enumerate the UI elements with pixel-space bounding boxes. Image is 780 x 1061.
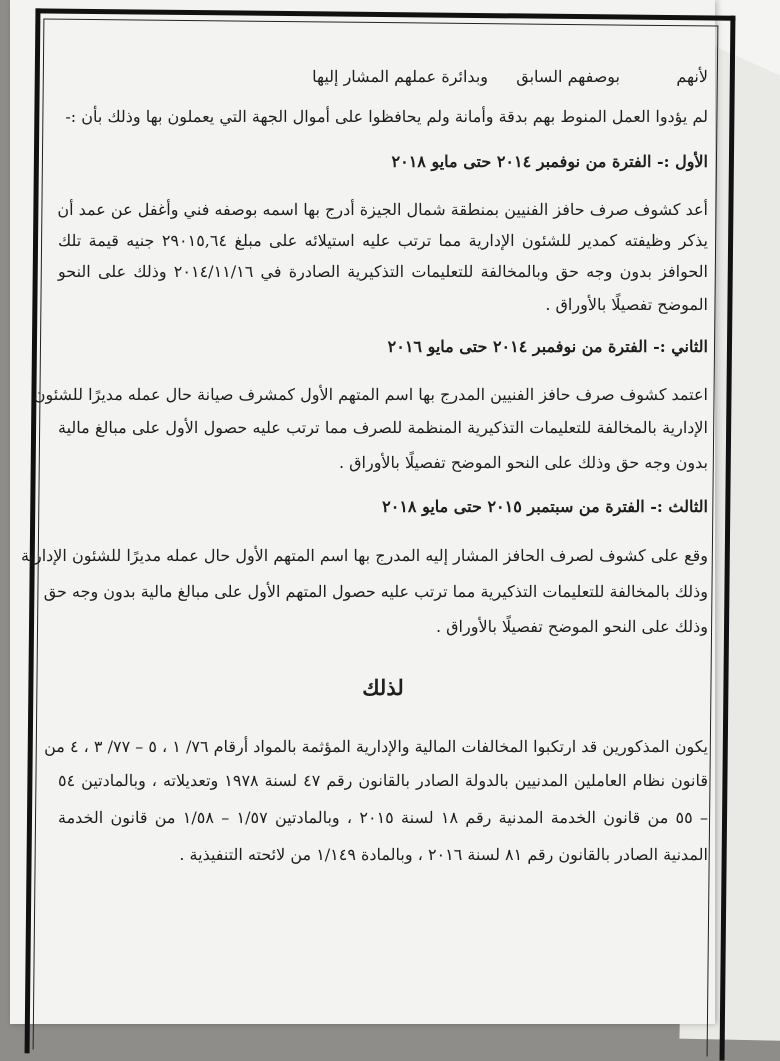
section3-line2: وذلك بالمخالفة للتعليمات التذكيرية مما ترتب عليه حصول المتهم الأول على مبالغ مالية بدون وجه حق <box>43 582 708 601</box>
section1-line1: أعد كشوف صرف حافز الفنيين بمنطقة شمال الجيزة أدرج بها اسمه بوصفه فني وأغفل عن عمد أن <box>57 200 708 219</box>
conclusion-line4: المدنية الصادر بالقانون رقم ٨١ لسنة ٢٠١٦ ، وبالمادة ١/١٤٩ من لائحته التنفيذية . <box>179 845 708 864</box>
conclusion-line3: – ٥٥ من قانون الخدمة المدنية رقم ١٨ لسنة ٢٠١٥ ، وبالمادتين ١/٥٧ – ١/٥٨ من قانون الخدمة <box>58 808 709 827</box>
section3-heading: الثالث :- الفترة من سبتمبر ٢٠١٥ حتى مايو ٢٠١٨ <box>382 497 708 516</box>
section2-line1: اعتمد كشوف صرف حافز الفنيين المدرج بها اسم المتهم الأول كمشرف صيانة حال عمله مديرًا للشئون <box>33 385 708 404</box>
section3-line1: وقع على كشوف لصرف الحافز المشار إليه المدرج بها اسم المتهم الأول حال عمله مديرًا للشئون الإدارية <box>20 546 708 565</box>
section1-line3: الحوافز بدون وجه حق وبالمخالفة للتعليمات التذكيرية الصادرة في ٢٠١٤/١١/١٦ وذلك على النحو <box>58 262 709 281</box>
section3-line3: وذلك على النحو الموضح تفصيلًا بالأوراق . <box>435 617 708 636</box>
section1-line2: يذكر وظيفته كمدير للشئون الإدارية مما ترتب عليه استيلائه على مبلغ ٢٩٠١٥,٦٤ جنيه قيمة تلك <box>58 231 709 250</box>
page-border-inner <box>20 18 719 1056</box>
section1-heading: الأول :- الفترة من نوفمبر ٢٠١٤ حتى مايو ٢٠١٨ <box>391 152 708 171</box>
section2-line3: بدون وجه حق وذلك على النحو الموضح تفصيلًا بالأوراق . <box>338 453 708 472</box>
section1-line4: الموضح تفصيلًا بالأوراق . <box>545 295 708 314</box>
intro-text: لم يؤدوا العمل المنوط بهم بدقة وأمانة ولم يحافظوا على أموال الجهة التي يعملون بها وذلك بأن :- <box>65 107 708 126</box>
conclusion-line2: قانون نظام العاملين المدنيين بالدولة الصادر بالقانون رقم ٤٧ لسنة ١٩٧٨ وتعديلاته ، وبالمادتين ٥٤ <box>58 771 708 790</box>
section2-line2: الإدارية بالمخالفة للتعليمات التذكيرية المنظمة للصرف مما ترتب عليه حصول الأول على مبالغ مالية <box>58 418 709 437</box>
conclusion-heading: لذلك <box>362 675 404 700</box>
conclusion-line1: يكون المذكورين قد ارتكبوا المخالفات المالية والإدارية المؤثمة بالمواد أرقام ٧٦/ ١ ، ٥ – ٧٧/ ٣ ، ٤ من <box>44 737 708 756</box>
top-row-col3: وبدائرة عملهم المشار إليها <box>312 67 488 86</box>
top-row-col2: بوصفهم السابق <box>516 67 620 86</box>
section2-heading: الثاني :- الفترة من نوفمبر ٢٠١٤ حتى مايو ٢٠١٦ <box>387 337 708 356</box>
top-row-col1: لأنهم <box>676 67 708 86</box>
